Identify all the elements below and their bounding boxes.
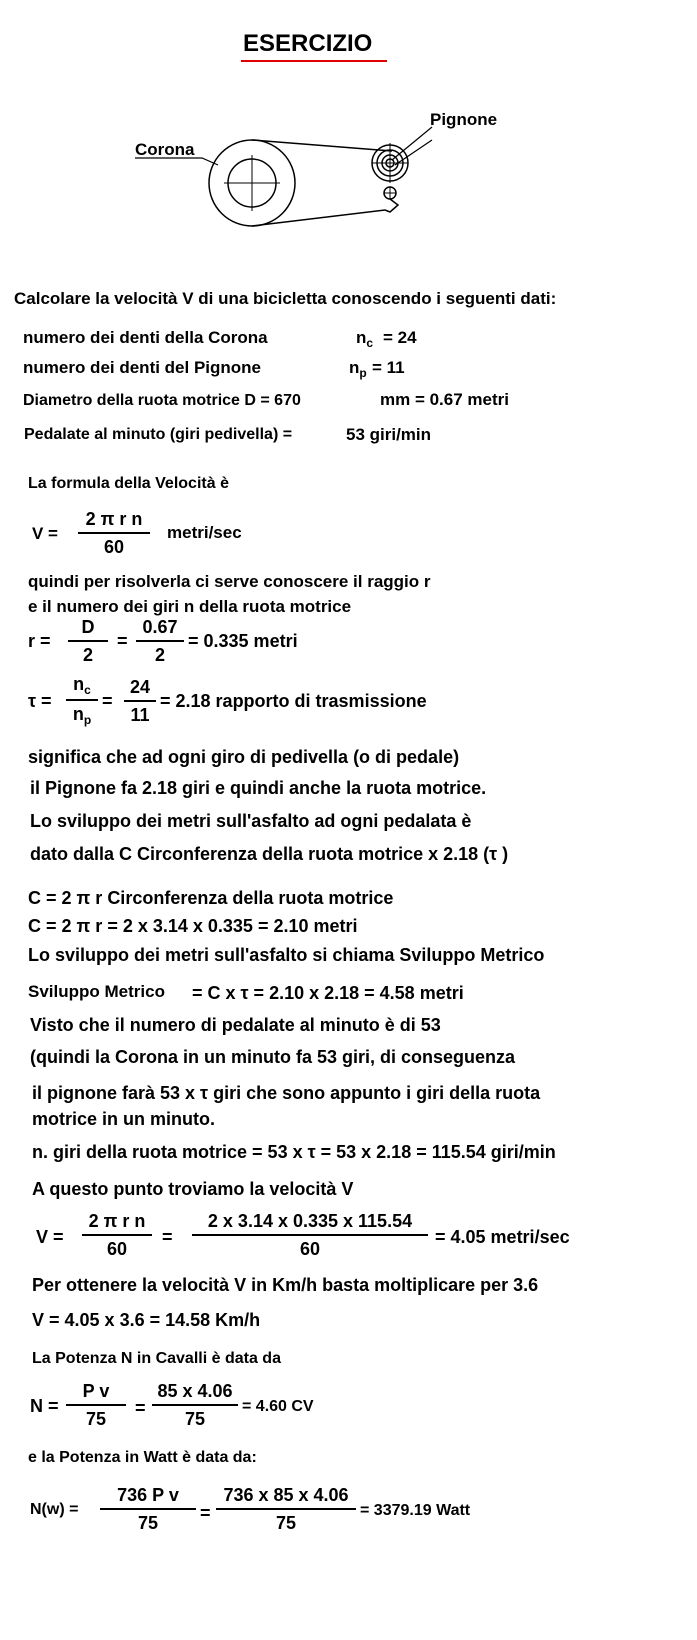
kmh-equation: V = 4.05 x 3.6 = 14.58 Km/h bbox=[32, 1310, 261, 1330]
radius-fraction-2: 0.67 2 bbox=[136, 616, 184, 666]
circ-line-7: il pignone farà 53 x τ giri che sono appunto i giri della ruota bbox=[32, 1083, 541, 1103]
velocity-lhs: V = bbox=[32, 524, 58, 543]
tau-fraction-2: 24 11 bbox=[124, 676, 156, 726]
pedal-line: Pedalate al minuto (giri pedivella) = bbox=[24, 426, 293, 443]
meaning-line-4: dato dalla C Circonferenza della ruota motrice x 2.18 (τ ) bbox=[30, 844, 509, 864]
label-corona: Corona bbox=[135, 140, 195, 159]
circ-line-3: Lo sviluppo dei metri sull'asfalto si chiama Sviluppo Metrico bbox=[28, 945, 545, 965]
circ-line-4b: = C x τ = 2.10 x 2.18 = 4.58 metri bbox=[192, 983, 464, 1003]
label-pignone: Pignone bbox=[430, 110, 498, 129]
nc-value: = 24 bbox=[383, 328, 417, 347]
circ-line-10: A questo punto troviamo la velocità V bbox=[32, 1179, 354, 1199]
meaning-line-3: Lo sviluppo dei metri sull'asfalto ad ogni pedalata è bbox=[30, 811, 472, 831]
power-heading: La Potenza N in Cavalli è data da bbox=[32, 1350, 281, 1367]
tau-result: = 2.18 rapporto di trasmissione bbox=[160, 691, 427, 711]
chain-bottom bbox=[252, 210, 385, 226]
radius-lhs: r = bbox=[28, 631, 51, 651]
circ-line-6: (quindi la Corona in un minuto fa 53 giri, di conseguenza bbox=[30, 1047, 516, 1067]
watt-fraction-1: 736 P v 75 bbox=[100, 1484, 196, 1534]
diameter-line: Diametro della ruota motrice D = 670 bbox=[23, 392, 301, 409]
np-value: = 11 bbox=[372, 358, 405, 377]
velocity-unit: metri/sec bbox=[167, 523, 242, 542]
nc-symbol: $n_c$ bbox=[356, 328, 374, 350]
vcalc-result: = 4.05 metri/sec bbox=[435, 1227, 570, 1247]
watt-equals: = bbox=[200, 1503, 211, 1523]
meaning-line-2: il Pignone fa 2.18 giri e quindi anche la ruota motrice. bbox=[30, 778, 487, 798]
pedal-value: 53 giri/min bbox=[346, 425, 432, 444]
diameter-mm: mm = 0.67 metri bbox=[380, 390, 509, 409]
vcalc-fraction-1: 2 π r n 60 bbox=[82, 1210, 152, 1260]
kmh-text: Per ottenere la velocità V in Km/h basta moltiplicare per 3.6 bbox=[32, 1275, 539, 1295]
circ-line-9: n. giri della ruota motrice = 53 x τ = 53 x 2.18 = 115.54 giri/min bbox=[32, 1142, 556, 1162]
page-title: ESERCIZIO bbox=[243, 30, 373, 57]
vcalc-lhs: V = bbox=[36, 1227, 64, 1247]
velocity-fraction: 2 π r n 60 bbox=[78, 508, 150, 558]
np-label: numero dei denti del Pignone bbox=[23, 358, 262, 377]
tau-lhs: τ = bbox=[28, 691, 52, 711]
tau-equals: = bbox=[102, 691, 113, 711]
vcalc-fraction-2: 2 x 3.14 x 0.335 x 115.54 60 bbox=[192, 1210, 428, 1260]
vcalc-equals: = bbox=[162, 1227, 173, 1247]
power-lhs: N = bbox=[30, 1396, 59, 1416]
chain-drive-diagram bbox=[0, 0, 697, 240]
np-symbol: $n_p$ bbox=[349, 358, 367, 380]
circ-line-8: motrice in un minuto. bbox=[32, 1109, 215, 1129]
power-fraction-1: P v 75 bbox=[66, 1380, 126, 1430]
need-line-2: e il numero dei giri n della ruota motrice bbox=[28, 597, 352, 616]
need-line-1: quindi per risolverla ci serve conoscere il raggio r bbox=[28, 572, 431, 591]
power-result: = 4.60 CV bbox=[242, 1398, 314, 1415]
radius-fraction-1: D 2 bbox=[68, 616, 108, 666]
meaning-line-1: significa che ad ogni giro di pedivella (o di pedale) bbox=[28, 747, 460, 767]
circ-line-5: Visto che il numero di pedalate al minuto è di 53 bbox=[30, 1015, 441, 1035]
velocity-heading: La formula della Velocità è bbox=[28, 475, 229, 492]
tau-fraction-1: $n_c$ $n_p$ bbox=[66, 673, 98, 727]
radius-equals: = bbox=[117, 631, 128, 651]
power-fraction-2: 85 x 4.06 75 bbox=[152, 1380, 238, 1430]
circ-line-1: C = 2 π r Circonferenza della ruota motrice bbox=[28, 888, 394, 908]
watt-result: = 3379.19 Watt bbox=[360, 1502, 471, 1519]
watt-heading: e la Potenza in Watt è data da: bbox=[28, 1449, 257, 1466]
circ-line-2: C = 2 π r = 2 x 3.14 x 0.335 = 2.10 metri bbox=[28, 916, 358, 936]
watt-lhs: N(w) = bbox=[30, 1501, 79, 1518]
radius-result: = 0.335 metri bbox=[188, 631, 298, 651]
watt-fraction-2: 736 x 85 x 4.06 75 bbox=[216, 1484, 356, 1534]
intro-line: Calcolare la velocità V di una bicicletta conoscendo i seguenti dati: bbox=[14, 289, 557, 308]
circ-line-4a: Sviluppo Metrico bbox=[28, 982, 165, 1001]
power-equals: = bbox=[135, 1398, 146, 1418]
nc-label: numero dei denti della Corona bbox=[23, 328, 268, 347]
